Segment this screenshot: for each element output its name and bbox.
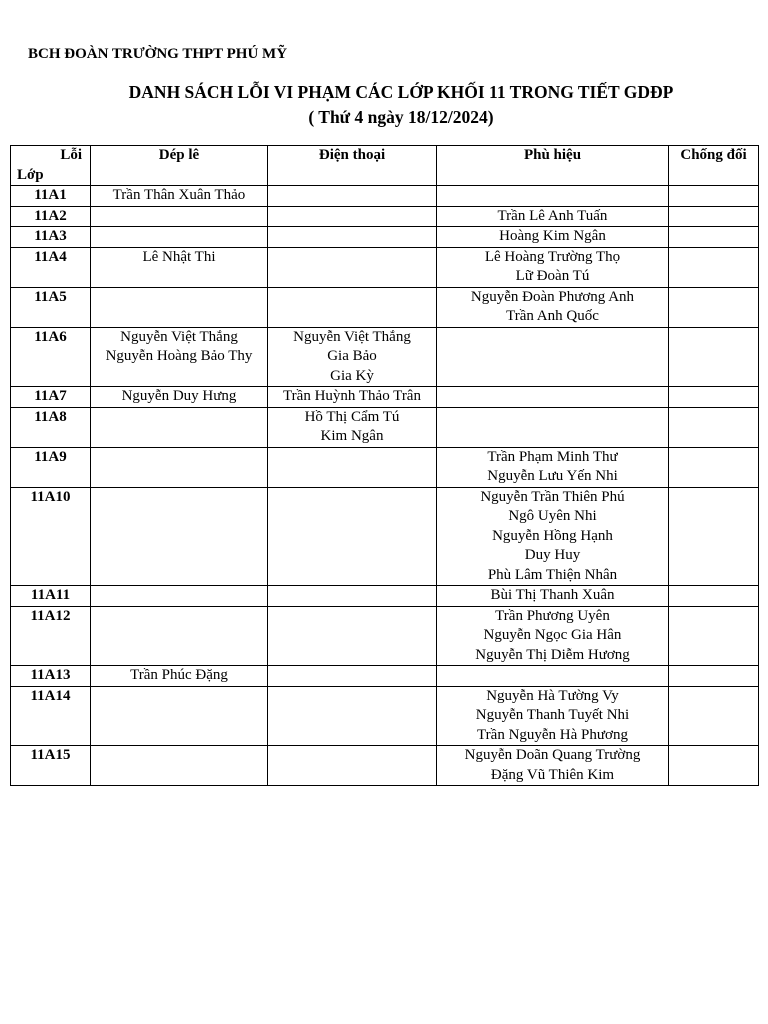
column-header-dien-thoai: Điện thoại	[268, 146, 437, 186]
student-name: Nguyễn Đoàn Phương Anh	[470, 288, 635, 305]
student-name: Hồ Thị Cẩm Tú	[304, 408, 400, 425]
student-name: Nguyễn Trần Thiên Phú	[480, 488, 625, 505]
cell-dien-thoai	[268, 487, 437, 586]
student-name: Trần Lê Anh Tuấn	[497, 207, 608, 224]
student-name: Trần Phạm Minh Thư	[487, 448, 618, 465]
cell-dien-thoai	[268, 586, 437, 607]
student-name: Lê Hoàng Trường Thọ	[484, 248, 621, 265]
student-name: Ngô Uyên Nhi	[508, 508, 597, 524]
cell-dep-le	[91, 327, 268, 387]
cell-class: 11A7	[11, 387, 91, 408]
cell-phu-hieu	[437, 227, 669, 248]
column-header-chong-doi: Chống đối	[669, 146, 759, 186]
cell-dep-le	[91, 206, 268, 227]
student-name: Phù Lâm Thiện Nhân	[487, 566, 618, 583]
cell-class: 11A5	[11, 287, 91, 327]
cell-class: 11A15	[11, 746, 91, 786]
table-row	[11, 387, 759, 408]
cell-dep-le	[91, 487, 268, 586]
cell-chong-doi	[669, 247, 759, 287]
student-name: Nguyễn Doãn Quang Trường	[464, 747, 641, 763]
cell-dien-thoai	[268, 606, 437, 666]
cell-phu-hieu	[437, 666, 669, 687]
cell-class: 11A12	[11, 606, 91, 666]
table-header-row	[11, 146, 759, 186]
student-name: Hoàng Kim Ngân	[499, 228, 606, 244]
table-row	[11, 206, 759, 227]
cell-phu-hieu	[437, 606, 669, 666]
cell-chong-doi	[669, 287, 759, 327]
cell-chong-doi	[669, 686, 759, 746]
cell-dien-thoai	[268, 206, 437, 227]
table-row	[11, 746, 759, 786]
cell-class: 11A8	[11, 407, 91, 447]
cell-dep-le	[91, 186, 268, 207]
cell-chong-doi	[669, 487, 759, 586]
cell-dep-le	[91, 407, 268, 447]
cell-phu-hieu	[437, 287, 669, 327]
student-name: Nguyễn Thị Diễm Hương	[475, 646, 630, 663]
document-title: DANH SÁCH LỖI VI PHẠM CÁC LỚP KHỐI 11 TRONG TIẾT GDĐP	[128, 82, 674, 102]
cell-chong-doi	[669, 387, 759, 408]
cell-dien-thoai	[268, 686, 437, 746]
student-name: Nguyễn Việt Thắng	[293, 328, 411, 345]
cell-dep-le	[91, 287, 268, 327]
cell-class: 11A4	[11, 247, 91, 287]
cell-dien-thoai	[268, 327, 437, 387]
cell-class: 11A1	[11, 186, 91, 207]
cell-dep-le	[91, 666, 268, 687]
cell-chong-doi	[669, 407, 759, 447]
cell-dep-le	[91, 227, 268, 248]
table-row	[11, 686, 759, 746]
table-row	[11, 447, 759, 487]
table-row	[11, 666, 759, 687]
cell-dien-thoai	[268, 186, 437, 207]
cell-class: 11A6	[11, 327, 91, 387]
cell-chong-doi	[669, 586, 759, 607]
cell-dep-le	[91, 387, 268, 408]
table-row	[11, 586, 759, 607]
violations-table	[10, 145, 759, 786]
student-name: Trần Nguyễn Hà Phương	[477, 726, 628, 743]
cell-phu-hieu	[437, 586, 669, 607]
cell-phu-hieu	[437, 447, 669, 487]
student-name: Gia Bảo	[327, 348, 377, 364]
cell-chong-doi	[669, 746, 759, 786]
cell-chong-doi	[669, 447, 759, 487]
cell-chong-doi	[669, 206, 759, 227]
student-name: Gia Kỳ	[330, 367, 374, 384]
corner-header-violation: Lỗi	[60, 147, 82, 163]
cell-dien-thoai	[268, 666, 437, 687]
student-name: Trần Thân Xuân Thảo	[112, 187, 246, 203]
corner-header-class: Lớp	[17, 166, 44, 183]
student-name: Bùi Thị Thanh Xuân	[490, 587, 615, 603]
student-name: Trần Phương Uyên	[495, 607, 610, 624]
cell-phu-hieu	[437, 746, 669, 786]
cell-chong-doi	[669, 186, 759, 207]
cell-class: 11A13	[11, 666, 91, 687]
cell-phu-hieu	[437, 247, 669, 287]
cell-class: 11A9	[11, 447, 91, 487]
cell-chong-doi	[669, 327, 759, 387]
cell-phu-hieu	[437, 487, 669, 586]
cell-dep-le	[91, 746, 268, 786]
cell-phu-hieu	[437, 686, 669, 746]
table-row	[11, 227, 759, 248]
cell-class: 11A2	[11, 206, 91, 227]
cell-phu-hieu	[437, 387, 669, 408]
cell-phu-hieu	[437, 327, 669, 387]
student-name: Nguyễn Việt Thắng	[120, 328, 238, 345]
student-name: Trần Huỳnh Thảo Trân	[283, 388, 421, 404]
cell-dien-thoai	[268, 287, 437, 327]
cell-dien-thoai	[268, 387, 437, 408]
student-name: Nguyễn Hà Tường Vy	[486, 687, 619, 704]
document-subtitle: ( Thứ 4 ngày 18/12/2024)	[308, 107, 494, 127]
table-row	[11, 247, 759, 287]
table-row	[11, 407, 759, 447]
student-name: Duy Huy	[524, 547, 581, 563]
student-name: Lữ Đoàn Tú	[515, 268, 590, 284]
cell-class: 11A11	[11, 586, 91, 607]
column-header-phu-hieu: Phù hiệu	[437, 146, 669, 186]
cell-dep-le	[91, 686, 268, 746]
cell-phu-hieu	[437, 407, 669, 447]
cell-dep-le	[91, 447, 268, 487]
cell-dep-le	[91, 247, 268, 287]
student-name: Lê Nhật Thi	[142, 248, 216, 265]
cell-class: 11A10	[11, 487, 91, 586]
student-name: Nguyễn Duy Hưng	[121, 388, 237, 404]
cell-chong-doi	[669, 666, 759, 687]
student-name: Trần Phúc Đặng	[130, 667, 228, 683]
student-name: Trần Anh Quốc	[506, 308, 599, 324]
table-row	[11, 186, 759, 207]
cell-dien-thoai	[268, 247, 437, 287]
cell-class: 11A14	[11, 686, 91, 746]
cell-chong-doi	[669, 606, 759, 666]
cell-phu-hieu	[437, 206, 669, 227]
cell-phu-hieu	[437, 186, 669, 207]
organization-name: BCH ĐOÀN TRƯỜNG THPT PHÚ MỸ	[28, 46, 288, 62]
student-name: Kim Ngân	[320, 428, 384, 444]
cell-dien-thoai	[268, 407, 437, 447]
student-name: Nguyễn Lưu Yến Nhi	[487, 468, 618, 484]
table-row	[11, 327, 759, 387]
student-name: Nguyễn Hồng Hạnh	[492, 527, 613, 544]
column-header-dep-le: Dép lê	[91, 146, 268, 186]
student-name: Đặng Vũ Thiên Kim	[490, 766, 615, 783]
cell-dep-le	[91, 586, 268, 607]
table-row	[11, 487, 759, 586]
cell-class: 11A3	[11, 227, 91, 248]
table-body	[11, 186, 759, 786]
corner-header-cell	[11, 146, 91, 186]
cell-dien-thoai	[268, 227, 437, 248]
student-name: Nguyễn Hoàng Bảo Thy	[105, 348, 253, 364]
cell-dep-le	[91, 606, 268, 666]
student-name: Nguyễn Thanh Tuyết Nhi	[475, 707, 630, 723]
student-name: Nguyễn Ngọc Gia Hân	[483, 627, 622, 643]
cell-chong-doi	[669, 227, 759, 248]
table-row	[11, 287, 759, 327]
table-row	[11, 606, 759, 666]
cell-dien-thoai	[268, 746, 437, 786]
cell-dien-thoai	[268, 447, 437, 487]
